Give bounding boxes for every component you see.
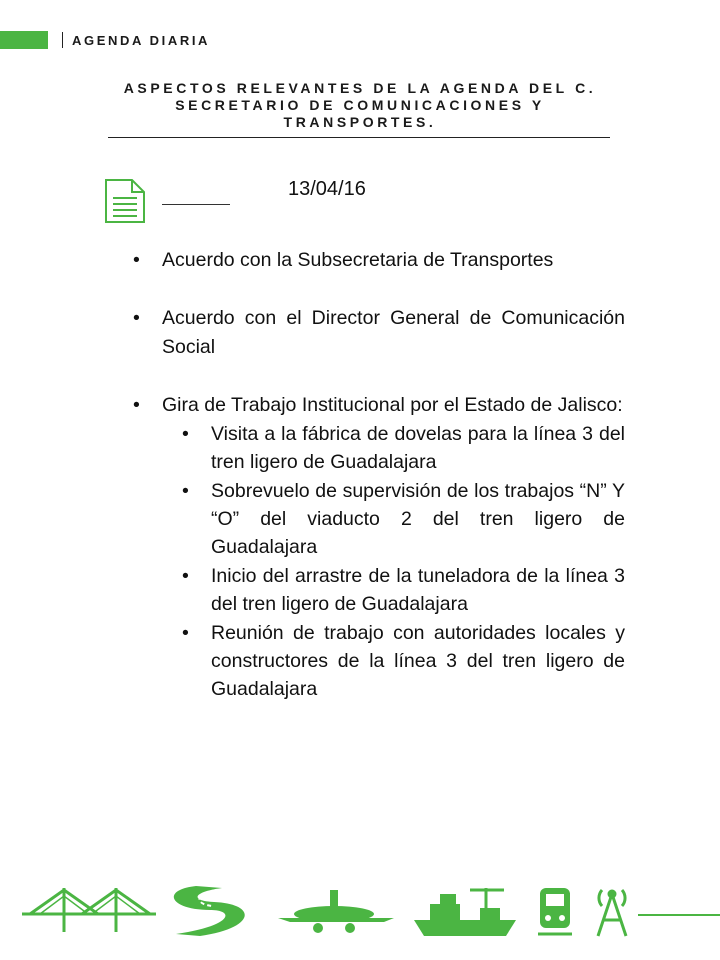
header-accent-bar [0,31,48,49]
road-icon [174,886,245,936]
bullet: • [133,307,140,329]
header-title: AGENDA DIARIA [72,33,211,48]
section-title: ASPECTOS RELEVANTES DE LA AGENDA DEL C. SECRETARIO DE COMUNICACIONES Y TRANSPORTES. [123,80,597,130]
agenda-date: 13/04/16 [288,178,366,200]
footer-icons [0,880,720,940]
sub-list-item [182,619,625,703]
bullet: • [182,480,189,502]
sub-list-item [182,477,625,561]
list-item [133,246,625,275]
date-underline [162,204,230,205]
list-item [133,391,625,420]
train-icon [538,888,572,934]
bullet: • [133,249,140,271]
header-separator [62,32,63,48]
sub-list-item-text: Sobrevuelo de supervisión de los trabajos “N” Y “O” del viaducto 2 del tren ligero de Guadalajara [211,480,625,558]
list-item-text: Gira de Trabajo Institucional por el Estado de Jalisco: [162,394,623,416]
document-icon [104,178,146,224]
bullet: • [182,565,189,587]
agenda-list [133,246,625,704]
list-item-text: Acuerdo con el Director General de Comunicación Social [162,307,625,358]
sub-list-item [182,562,625,618]
list-item [133,304,625,362]
sub-list-item-text: Inicio del arrastre de la tuneladora de la línea 3 del tren ligero de Guadalajara [211,565,625,615]
title-divider [108,137,610,138]
bullet: • [133,394,140,416]
footer-accent-line [638,914,720,916]
sub-list-item [182,420,625,476]
antenna-icon [598,890,626,936]
airplane-icon [278,890,394,933]
sub-list-item-text: Visita a la fábrica de dovelas para la línea 3 del tren ligero de Guadalajara [211,423,625,473]
bullet: • [182,622,189,644]
list-item-text: Acuerdo con la Subsecretaria de Transportes [162,249,554,271]
bridge-icon [22,888,156,932]
sub-list-item-text: Reunión de trabajo con autoridades locales y constructores de la línea 3 del tren ligero de Guadalajara [211,622,625,700]
ship-icon [414,888,516,936]
bullet: • [182,423,189,445]
